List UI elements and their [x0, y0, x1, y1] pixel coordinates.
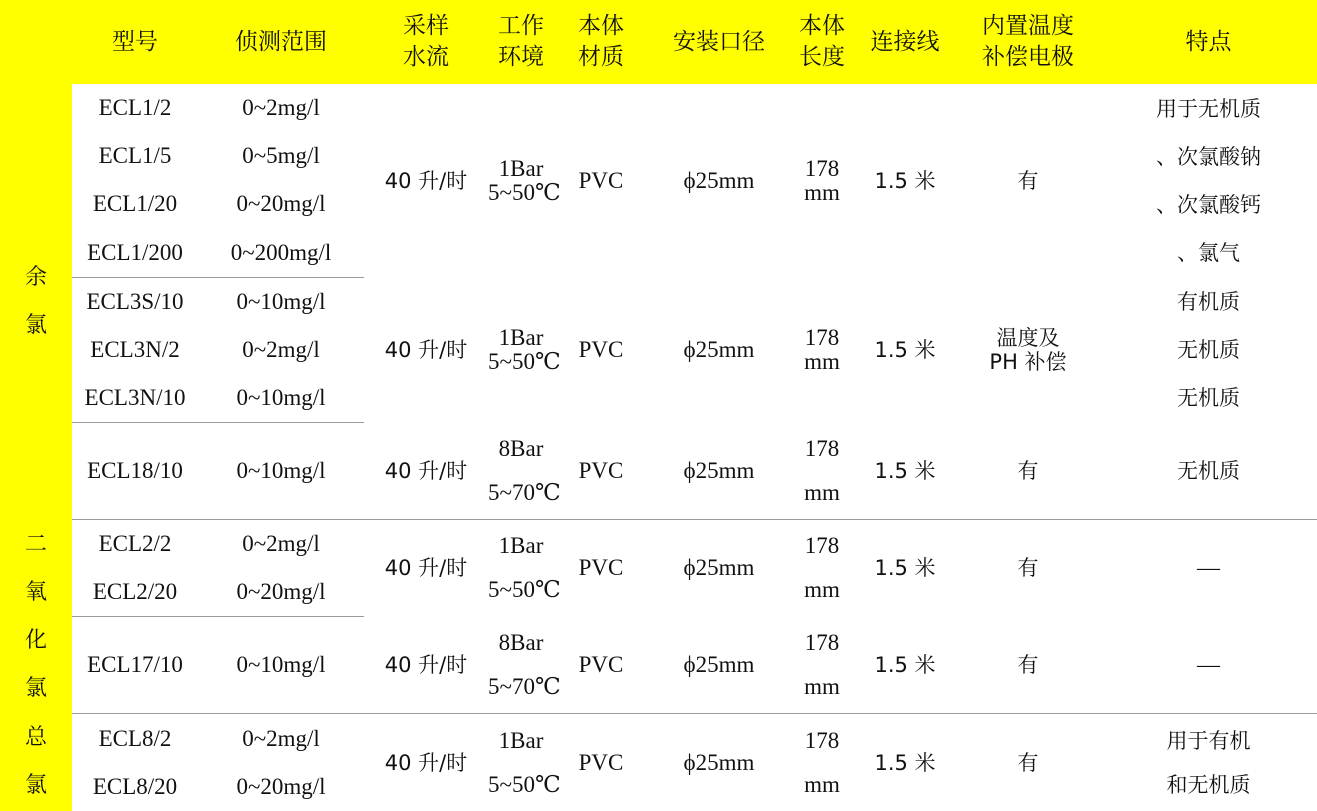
model-cell: ECL3N/2 [90, 337, 180, 363]
material-cell: PVC [578, 555, 624, 581]
table-row [0, 423, 1317, 519]
range-cell: 0~2mg/l [242, 337, 320, 363]
header-material: 本体 材质 [554, 0, 648, 84]
compensation-cell: 温度及 PH 补偿 [989, 326, 1067, 375]
header-row [0, 0, 1317, 84]
category-chlorine-dioxide: 二 氧 化 氯 [0, 519, 72, 714]
model-cell: ECL17/10 [72, 617, 198, 714]
model-cell: ECL1/200 [72, 229, 198, 278]
flow-cell: 40 升/时 [384, 338, 468, 363]
environment-cell: 1Bar 5~50℃ [488, 155, 561, 205]
model-cell: ECL1/20 [92, 191, 178, 217]
material-cell: PVC [554, 617, 648, 714]
category-total-chlorine: 总 氯 [0, 714, 72, 811]
compensation-cell: 有 [956, 617, 1100, 714]
range-cell: 0~10mg/l [236, 288, 326, 314]
model-cell: ECL1/2 [98, 95, 172, 121]
table-row [0, 277, 1317, 326]
header-cable: 连接线 [854, 0, 956, 84]
model-cell: ECL8/2 [98, 725, 172, 751]
range-cell: 0~10mg/l [198, 374, 364, 423]
model-cell: ECL18/10 [72, 423, 198, 519]
caliber-cell: ϕ25mm [683, 749, 755, 775]
flow-cell: 40 升/时 [364, 423, 488, 519]
header-range: 侦测范围 [198, 0, 364, 84]
header-environment: 工作 环境 [488, 0, 554, 84]
cable-cell: 1.5 米 [874, 338, 936, 363]
length-cell: 178 mm [804, 155, 840, 205]
environment-cell: 8Bar 5~70℃ [488, 617, 554, 714]
table-row [0, 617, 1317, 714]
range-cell: 0~2mg/l [242, 95, 320, 121]
length-cell: 178 mm [790, 617, 854, 714]
model-cell: ECL8/20 [92, 773, 178, 799]
header-compensation: 内置温度 补偿电极 [956, 0, 1100, 84]
table-row [0, 519, 1317, 568]
flow-cell: 40 升/时 [364, 617, 488, 714]
material-cell: PVC [554, 423, 648, 519]
caliber-cell: ϕ25mm [683, 337, 755, 363]
model-cell: ECL2/2 [98, 530, 172, 556]
range-cell: 0~5mg/l [242, 143, 320, 169]
material-cell: PVC [578, 749, 624, 775]
header-caliber: 安装口径 [648, 0, 790, 84]
features-cell: 无机质 [1100, 423, 1317, 519]
range-cell: 0~2mg/l [242, 530, 320, 556]
cable-cell: 1.5 米 [874, 556, 936, 581]
compensation-cell: 有 [1017, 168, 1039, 193]
caliber-cell: ϕ25mm [683, 555, 755, 581]
range-cell: 0~20mg/l [198, 568, 364, 617]
caliber-cell: ϕ25mm [648, 423, 790, 519]
cable-cell: 1.5 米 [854, 617, 956, 714]
model-cell: ECL2/20 [72, 568, 198, 617]
cable-cell: 1.5 米 [874, 168, 936, 193]
length-cell: 178 mm [804, 533, 840, 603]
header-model: 型号 [72, 0, 198, 84]
compensation-cell: 有 [956, 423, 1100, 519]
range-cell: 0~10mg/l [198, 617, 364, 714]
compensation-cell: 有 [1017, 750, 1039, 775]
caliber-cell: ϕ25mm [648, 617, 790, 714]
environment-cell: 1Bar 5~50℃ [488, 533, 561, 603]
flow-cell: 40 升/时 [384, 750, 468, 775]
environment-cell: 1Bar 5~50℃ [488, 325, 561, 375]
model-cell: ECL3S/10 [86, 288, 184, 314]
compensation-cell: 有 [1017, 556, 1039, 581]
model-cell: ECL3N/10 [72, 374, 198, 423]
length-cell: 178 mm [790, 423, 854, 519]
cable-cell: 1.5 米 [874, 750, 936, 775]
table-row [0, 714, 1317, 763]
features-cell: 用于无机质 、次氯酸钠 、次氯酸钙 、氯气 [1156, 96, 1261, 265]
caliber-cell: ϕ25mm [683, 167, 755, 193]
material-cell: PVC [578, 167, 624, 193]
environment-cell: 8Bar 5~70℃ [488, 423, 554, 519]
length-cell: 178 mm [804, 727, 840, 797]
environment-cell: 1Bar 5~50℃ [488, 727, 561, 797]
range-cell: 0~200mg/l [198, 229, 364, 278]
flow-cell: 40 升/时 [384, 556, 468, 581]
table-row [0, 84, 1317, 132]
length-cell: 178 mm [804, 325, 840, 375]
header-length: 本体 长度 [790, 0, 854, 84]
header-category [0, 0, 72, 84]
range-cell: 0~2mg/l [242, 725, 320, 751]
features-cell: 用于有机 和无机质 [1166, 728, 1251, 797]
features-cell: — [1197, 555, 1220, 581]
category-residual-chlorine: 余 氯 [0, 84, 72, 519]
flow-cell: 40 升/时 [384, 168, 468, 193]
range-cell: 0~20mg/l [236, 773, 326, 799]
model-cell: ECL1/5 [98, 143, 172, 169]
header-flow: 采样 水流 [364, 0, 488, 84]
material-cell: PVC [578, 337, 624, 363]
range-cell: 0~10mg/l [198, 423, 364, 519]
features-cell: — [1100, 617, 1317, 714]
features-cell: 有机质 无机质 无机质 [1177, 290, 1240, 411]
cable-cell: 1.5 米 [854, 423, 956, 519]
range-cell: 0~20mg/l [236, 191, 326, 217]
header-features: 特点 [1100, 0, 1317, 84]
